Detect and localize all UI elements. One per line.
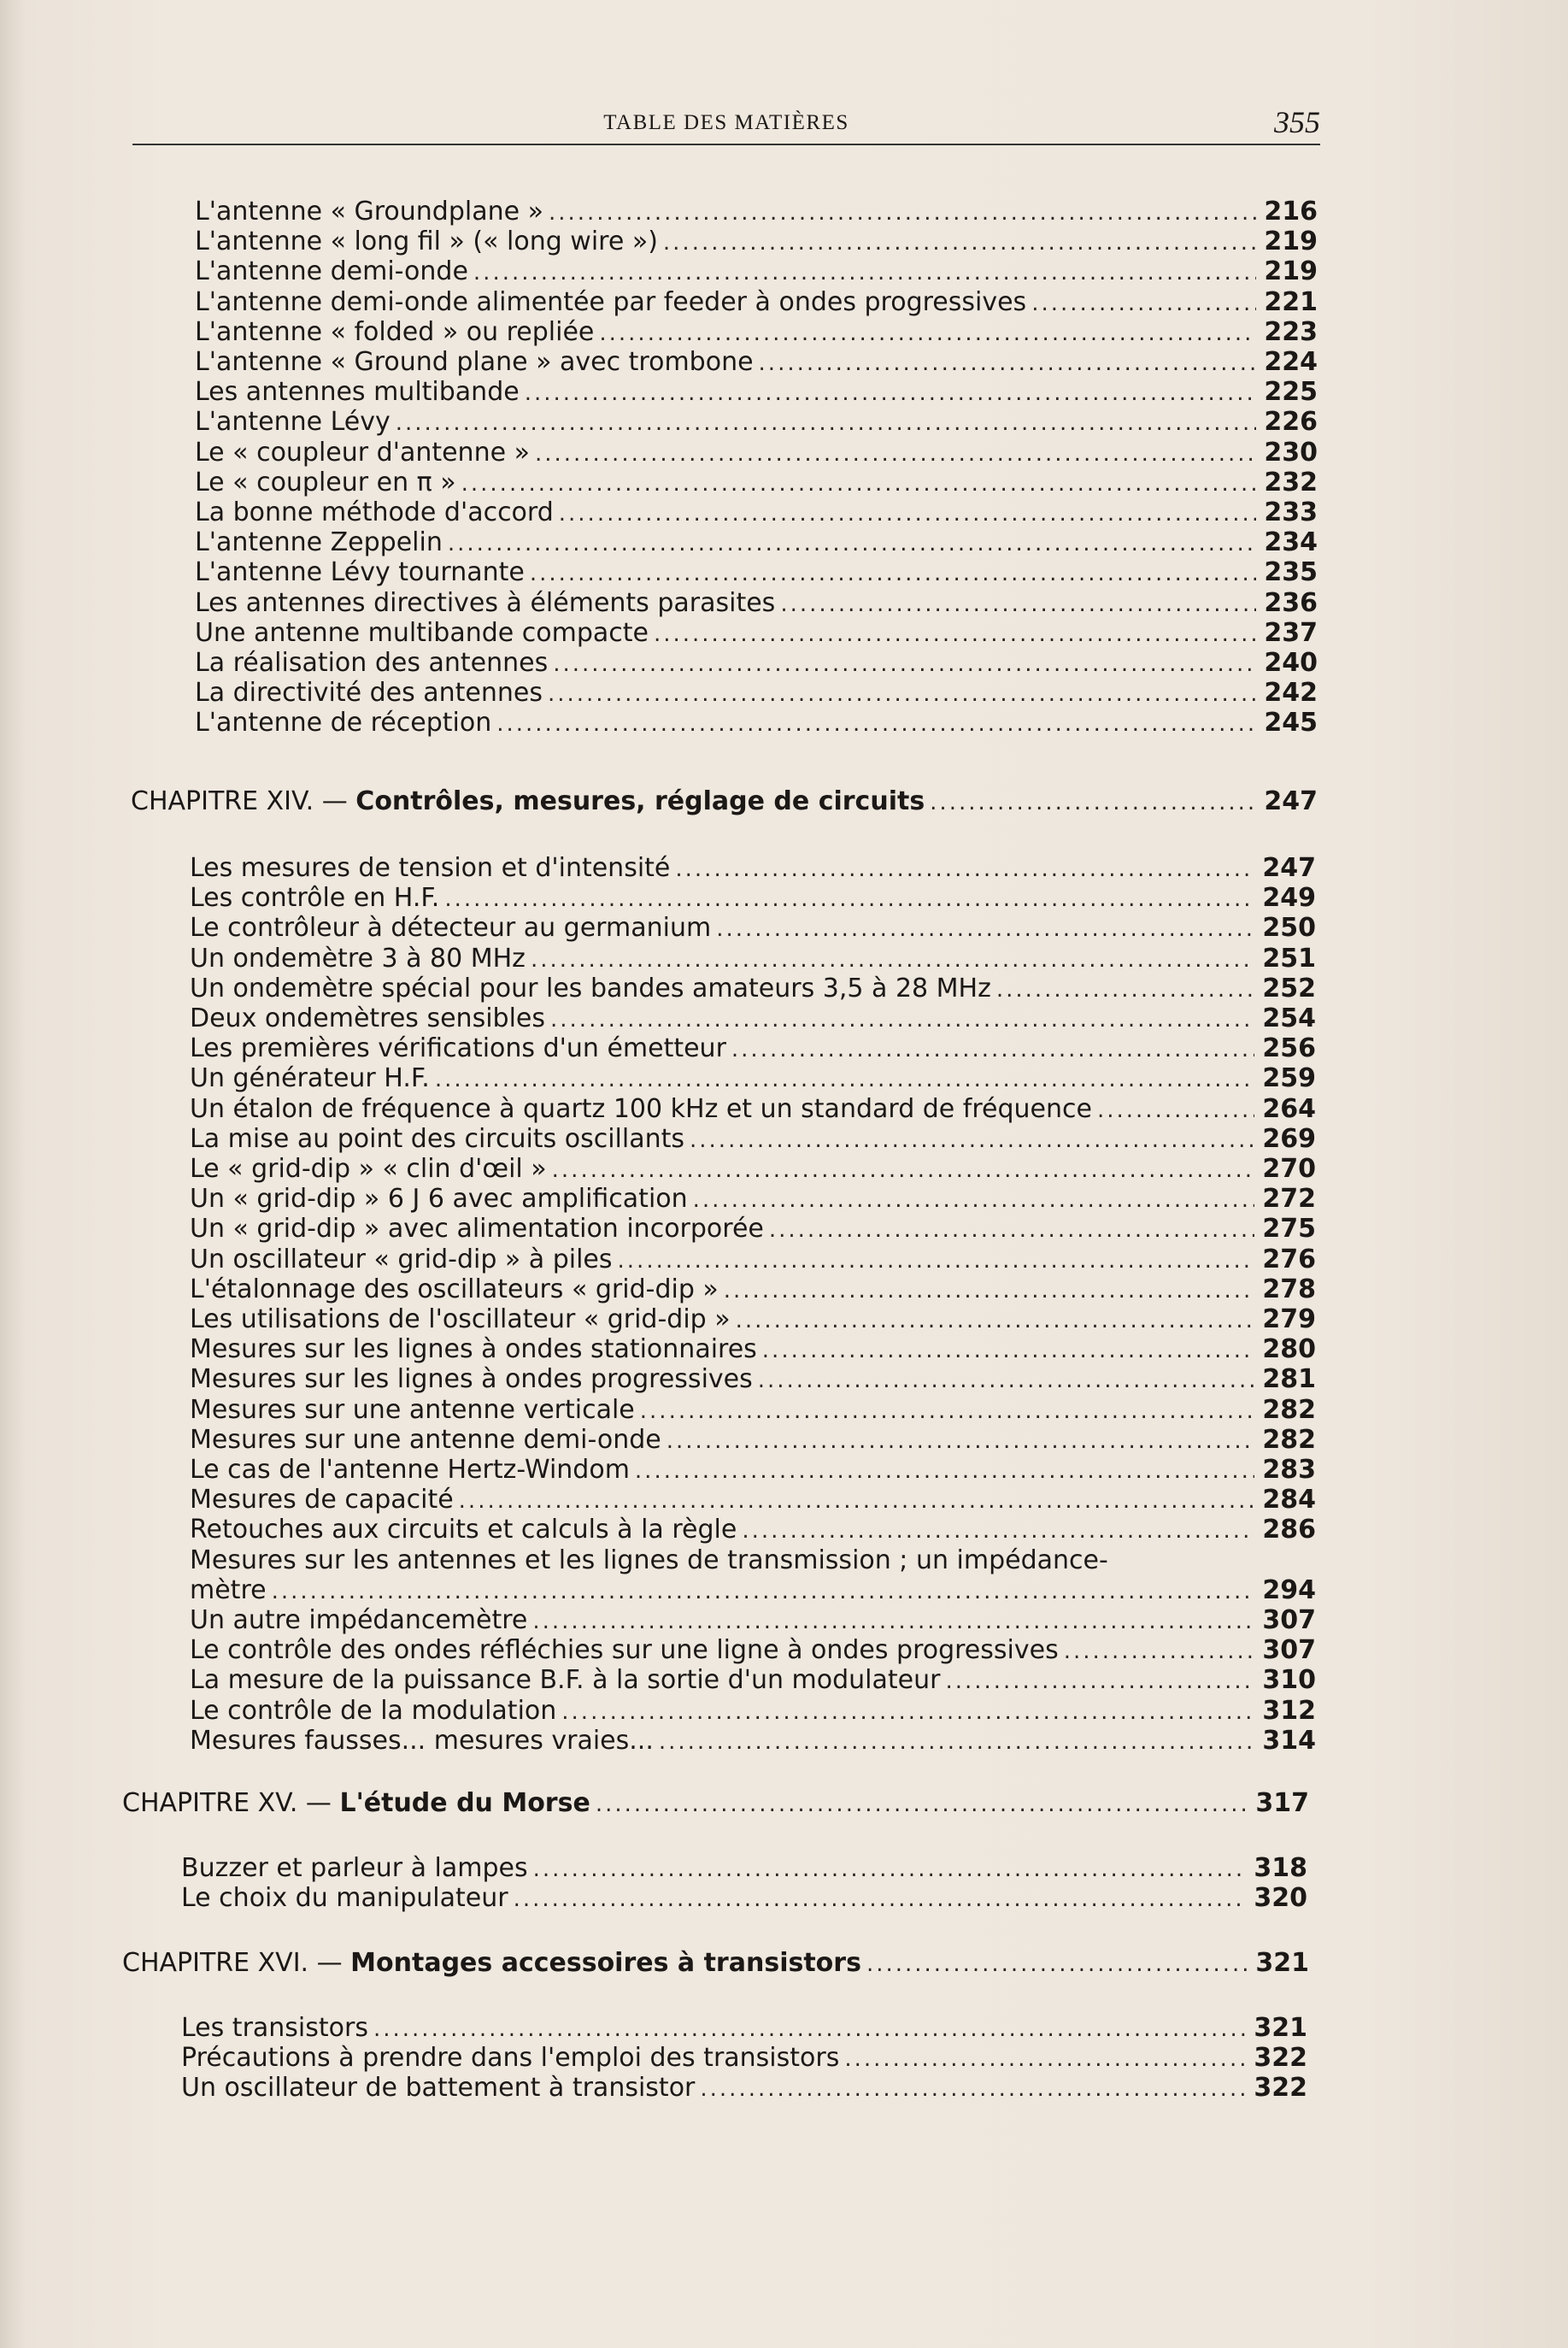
dot-leader — [535, 438, 1256, 469]
entry-page-number: 321 — [1255, 1948, 1309, 1978]
dot-leader — [675, 854, 1254, 885]
entry-page-number: 314 — [1262, 1726, 1316, 1756]
dot-leader — [700, 2074, 1246, 2104]
entry-page-number: 247 — [1262, 853, 1316, 883]
page-number: 355 — [1274, 105, 1320, 139]
entry-page-number: 219 — [1264, 256, 1318, 286]
entry-title: La bonne méthode d'accord — [195, 497, 554, 527]
toc-entry — [195, 227, 1318, 257]
entry-page-number: 249 — [1262, 883, 1316, 913]
entry-title: L'antenne « Groundplane » — [195, 197, 543, 227]
entry-page-number: 307 — [1262, 1605, 1316, 1635]
entry-title: Le contrôle des ondes réfléchies sur une ligne à ondes progressives — [190, 1635, 1059, 1665]
dot-leader — [1031, 288, 1256, 319]
dot-leader — [461, 468, 1256, 499]
running-header-title: TABLE DES MATIÈRES — [603, 111, 849, 134]
entry-page-number: 294 — [1262, 1575, 1316, 1605]
dot-leader — [1064, 1636, 1254, 1667]
entry-page-number: 317 — [1255, 1788, 1309, 1818]
entry-page-number: 310 — [1262, 1665, 1316, 1695]
dot-leader — [473, 257, 1256, 288]
entry-title: Mesures fausses... mesures vraies... — [190, 1726, 654, 1756]
entry-page-number: 270 — [1262, 1154, 1316, 1184]
toc-entry — [190, 1425, 1316, 1456]
entry-title: L'antenne « folded » ou repliée — [195, 317, 595, 347]
entry-page-number: 250 — [1262, 913, 1316, 943]
toc-entry — [190, 944, 1316, 974]
entry-title: Un ondemètre 3 à 80 MHz — [190, 944, 526, 974]
dot-leader — [530, 558, 1256, 589]
entry-page-number: 216 — [1264, 197, 1318, 227]
entry-title: Le cas de l'antenne Hertz-Windom — [190, 1455, 630, 1485]
dot-leader — [548, 679, 1256, 709]
entry-title: Les utilisations de l'oscillateur « grid-dip » — [190, 1304, 731, 1334]
entry-page-number: 251 — [1262, 944, 1316, 974]
entry-page-number: 322 — [1254, 2073, 1307, 2103]
dot-leader — [635, 1456, 1254, 1486]
entry-title: Un oscillateur « grid-dip » à piles — [190, 1245, 613, 1274]
toc-entry — [190, 1455, 1316, 1486]
dot-leader — [272, 1576, 1254, 1607]
entry-title: Mesures de capacité — [190, 1485, 454, 1515]
toc-entry — [195, 618, 1318, 649]
entry-page-number: 245 — [1264, 708, 1318, 738]
dot-leader — [945, 1666, 1254, 1697]
entry-title: Un oscillateur de battement à transistor — [181, 2073, 696, 2103]
entry-page-number: 307 — [1262, 1635, 1316, 1665]
dot-leader — [736, 1305, 1254, 1336]
toc-entry — [190, 1245, 1316, 1275]
chapter-number: CHAPITRE XIV. — — [131, 786, 356, 816]
entry-title: Un « grid-dip » 6 J 6 avec amplification — [190, 1184, 688, 1214]
dot-leader — [448, 528, 1256, 559]
entry-title: Le « coupleur en π » — [195, 468, 456, 497]
dot-leader — [531, 944, 1254, 975]
dot-leader — [1097, 1095, 1254, 1126]
entry-page-number: 280 — [1262, 1334, 1316, 1364]
toc-entry — [190, 883, 1316, 914]
entry-title: L'antenne « Ground plane » avec trombone — [195, 347, 754, 377]
entry-page-number: 224 — [1264, 347, 1318, 377]
dot-leader — [525, 378, 1256, 409]
toc-entry — [190, 974, 1316, 1004]
entry-page-number: 232 — [1264, 468, 1318, 497]
dot-leader — [459, 1486, 1254, 1516]
entry-title: Mesures sur les antennes et les lignes de transmission ; un impédance- — [190, 1545, 1108, 1575]
toc-entry — [190, 1575, 1316, 1606]
entry-page-number: 283 — [1262, 1455, 1316, 1485]
dot-leader — [532, 1606, 1254, 1637]
dot-leader — [496, 709, 1256, 739]
dot-leader — [373, 2014, 1246, 2045]
entry-title: Les antennes directives à éléments parasites — [195, 588, 776, 618]
toc-entry — [181, 2013, 1307, 2044]
entry-page-number: 264 — [1262, 1094, 1316, 1124]
entry-title: Buzzer et parleur à lampes — [181, 1853, 528, 1883]
chapter-heading — [122, 1788, 1309, 1819]
entry-title: L'antenne Lévy tournante — [195, 557, 525, 587]
entry-title: L'antenne demi-onde — [195, 256, 468, 286]
entry-title: La mise au point des circuits oscillants — [190, 1124, 685, 1154]
dot-leader — [690, 1125, 1254, 1156]
toc-entry — [195, 468, 1318, 498]
entry-title: La réalisation des antennes — [195, 648, 549, 678]
entry-page-number: 235 — [1264, 557, 1318, 587]
entry-page-number: 286 — [1262, 1515, 1316, 1545]
toc-entry — [190, 1395, 1316, 1426]
chapter-number: CHAPITRE XV. — — [122, 1788, 340, 1818]
entry-page-number: 318 — [1254, 1853, 1307, 1883]
entry-title: Les mesures de tension et d'intensité — [190, 853, 671, 883]
toc-entry — [190, 1214, 1316, 1245]
entry-title: Retouches aux circuits et calculs à la règle — [190, 1515, 737, 1545]
toc-entry — [190, 1033, 1316, 1064]
entry-title: La mesure de la puissance B.F. à la sortie d'un modulateur — [190, 1665, 941, 1695]
toc-entry — [190, 1094, 1316, 1125]
entry-page-number: 269 — [1262, 1124, 1316, 1154]
dot-leader — [552, 1155, 1254, 1186]
entry-page-number: 230 — [1264, 438, 1318, 468]
toc-entry — [190, 1304, 1316, 1335]
toc-entry — [195, 347, 1318, 378]
entry-title: Mesures sur une antenne demi-onde — [190, 1425, 661, 1455]
toc-entry — [190, 1063, 1316, 1094]
entry-page-number: 284 — [1262, 1485, 1316, 1515]
entry-title: Le « coupleur d'antenne » — [195, 438, 530, 468]
entry-page-number: 281 — [1262, 1364, 1316, 1394]
entry-page-number: 320 — [1254, 1883, 1307, 1913]
entry-page-number: 282 — [1262, 1425, 1316, 1455]
entry-page-number: 234 — [1264, 527, 1318, 557]
entry-title: L'antenne « long fil » (« long wire ») — [195, 227, 658, 256]
chapter-title: Montages accessoires à transistors — [350, 1948, 861, 1978]
dot-leader — [596, 1789, 1248, 1820]
entry-page-number: 279 — [1262, 1304, 1316, 1334]
dot-leader — [618, 1245, 1254, 1276]
entry-title: Les antennes multibande — [195, 377, 520, 407]
entry-title: Le « grid-dip » « clin d'œil » — [190, 1154, 547, 1184]
toc-entry — [195, 317, 1318, 348]
dot-leader — [444, 884, 1254, 915]
toc-entry — [195, 557, 1318, 588]
toc-entry — [195, 256, 1318, 287]
toc-entry — [190, 1364, 1316, 1395]
dot-leader — [549, 197, 1256, 228]
dot-leader — [780, 589, 1256, 620]
entry-title: Précautions à prendre dans l'emploi des transistors — [181, 2043, 840, 2073]
dot-leader — [396, 408, 1256, 438]
toc-entry — [195, 377, 1318, 408]
entry-page-number: 223 — [1264, 317, 1318, 347]
dot-leader — [435, 1064, 1254, 1095]
entry-title: mètre — [190, 1575, 267, 1605]
dot-leader — [724, 1275, 1254, 1306]
chapter-number: CHAPITRE XVI. — — [122, 1948, 351, 1978]
entry-title: Une antenne multibande compacte — [195, 618, 649, 648]
toc-entry — [181, 1883, 1307, 1914]
dot-leader — [866, 1949, 1248, 1980]
dot-leader — [559, 498, 1256, 529]
toc-entry — [195, 527, 1318, 558]
entry-page-number: 236 — [1264, 588, 1318, 618]
entry-title: Le choix du manipulateur — [181, 1883, 508, 1913]
dot-leader — [930, 787, 1256, 818]
entry-page-number: 254 — [1262, 1003, 1316, 1033]
toc-entry — [190, 853, 1316, 884]
entry-page-number: 272 — [1262, 1184, 1316, 1214]
dot-leader — [514, 1884, 1246, 1915]
toc-entry — [190, 1124, 1316, 1155]
entry-title: L'antenne de réception — [195, 708, 492, 738]
dot-leader — [599, 318, 1256, 349]
dot-leader — [742, 1515, 1254, 1546]
entry-title: Le contrôle de la modulation — [190, 1696, 557, 1726]
entry-title: Le contrôleur à détecteur au germanium — [190, 913, 712, 943]
dot-leader — [996, 974, 1254, 1005]
entry-title: Mesures sur les lignes à ondes stationnaires — [190, 1334, 757, 1364]
dot-leader — [667, 1426, 1254, 1456]
toc-entry — [190, 1003, 1316, 1034]
toc-entry — [190, 1726, 1316, 1757]
toc-entry — [195, 678, 1318, 709]
toc-entry — [181, 2073, 1307, 2104]
dot-leader — [550, 1004, 1254, 1035]
toc-entry — [195, 287, 1318, 318]
dot-leader — [663, 227, 1256, 258]
entry-title: L'étalonnage des oscillateurs « grid-dip » — [190, 1274, 719, 1304]
entry-title: L'antenne demi-onde alimentée par feeder à ondes progressives — [195, 287, 1027, 317]
entry-title: La directivité des antennes — [195, 678, 543, 708]
entry-page-number: 275 — [1262, 1214, 1316, 1244]
entry-page-number: 242 — [1264, 678, 1318, 708]
entry-title: Un étalon de fréquence à quartz 100 kHz et un standard de fréquence — [190, 1094, 1092, 1124]
chapter-heading — [131, 786, 1318, 817]
toc-entry — [190, 1274, 1316, 1305]
entry-title: Les transistors — [181, 2013, 368, 2043]
dot-leader — [553, 649, 1256, 680]
entry-title: L'antenne Zeppelin — [195, 527, 443, 557]
entry-page-number: 322 — [1254, 2043, 1307, 2073]
entry-title: Un « grid-dip » avec alimentation incorporée — [190, 1214, 764, 1244]
entry-page-number: 233 — [1264, 497, 1318, 527]
dot-leader — [716, 914, 1254, 944]
toc-entry — [190, 913, 1316, 944]
entry-title: Un générateur H.F. — [190, 1063, 430, 1093]
toc-entry — [190, 1605, 1316, 1636]
toc-entry — [195, 497, 1318, 528]
entry-page-number: 237 — [1264, 618, 1318, 648]
toc-entry — [190, 1334, 1316, 1365]
chapter-heading — [122, 1948, 1309, 1979]
entry-page-number: 219 — [1264, 227, 1318, 256]
entry-page-number: 226 — [1264, 407, 1318, 437]
toc-entry — [190, 1545, 1316, 1576]
dot-leader — [659, 1727, 1254, 1757]
toc-entry — [190, 1515, 1316, 1545]
toc-entry — [195, 708, 1318, 739]
dot-leader — [762, 1335, 1254, 1366]
entry-title: Mesures sur une antenne verticale — [190, 1395, 635, 1425]
entry-title: Un autre impédancemètre — [190, 1605, 528, 1635]
toc-entry — [181, 2043, 1307, 2074]
entry-page-number: 278 — [1262, 1274, 1316, 1304]
dot-leader — [533, 1854, 1246, 1885]
dot-leader — [758, 1365, 1254, 1396]
dot-leader — [693, 1185, 1254, 1215]
running-header — [132, 103, 1320, 145]
entry-page-number: 312 — [1262, 1696, 1316, 1726]
toc-entry — [190, 1696, 1316, 1727]
entry-title: Deux ondemètres sensibles — [190, 1003, 546, 1033]
toc-entry — [195, 407, 1318, 438]
entry-title: Mesures sur les lignes à ondes progressives — [190, 1364, 753, 1394]
entry-page-number: 282 — [1262, 1395, 1316, 1425]
entry-title: Un ondemètre spécial pour les bandes amateurs 3,5 à 28 MHz — [190, 974, 991, 1003]
toc-entry — [195, 438, 1318, 468]
toc-entry — [195, 197, 1318, 227]
entry-page-number: 221 — [1264, 287, 1318, 317]
entry-page-number: 259 — [1262, 1063, 1316, 1093]
header-rule — [132, 144, 1320, 145]
dot-leader — [731, 1034, 1254, 1065]
entry-page-number: 225 — [1264, 377, 1318, 407]
entry-page-number: 252 — [1262, 974, 1316, 1003]
dot-leader — [654, 619, 1256, 650]
toc-entry — [190, 1635, 1316, 1666]
toc-entry — [195, 588, 1318, 619]
dot-leader — [561, 1697, 1254, 1727]
toc-entry — [195, 648, 1318, 679]
entry-page-number: 247 — [1264, 786, 1318, 816]
toc-entry — [190, 1184, 1316, 1215]
toc-entry — [190, 1665, 1316, 1696]
chapter-title: Contrôles, mesures, réglage de circuits — [355, 786, 925, 816]
entry-page-number: 276 — [1262, 1245, 1316, 1274]
entry-page-number: 321 — [1254, 2013, 1307, 2043]
dot-leader — [844, 2044, 1246, 2074]
dot-leader — [769, 1215, 1254, 1245]
chapter-title: L'étude du Morse — [339, 1788, 590, 1818]
entry-page-number: 240 — [1264, 648, 1318, 678]
entry-title: Les contrôle en H.F. — [190, 883, 440, 913]
dot-leader — [640, 1396, 1254, 1427]
entry-title: Les premières vérifications d'un émetteur — [190, 1033, 726, 1063]
toc-entry — [190, 1485, 1316, 1515]
toc-entry — [190, 1154, 1316, 1185]
entry-page-number: 256 — [1262, 1033, 1316, 1063]
entry-title: L'antenne Lévy — [195, 407, 391, 437]
toc-entry — [181, 1853, 1307, 1884]
dot-leader — [759, 348, 1256, 379]
